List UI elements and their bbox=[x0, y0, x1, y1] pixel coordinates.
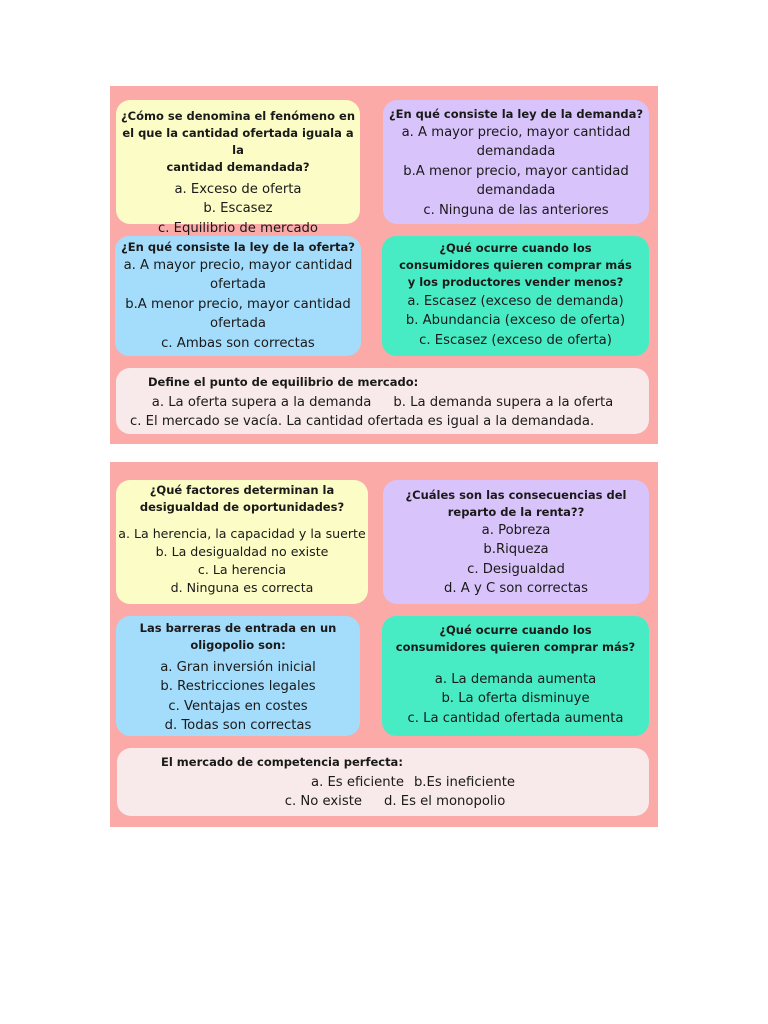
answer-option: c. Equilibrio de mercado bbox=[158, 220, 318, 236]
answer-option: a. La herencia, la capacidad y la suerte bbox=[118, 526, 366, 541]
question-text: ¿Cómo se denomina el fenómeno en el que la cantidad ofertada iguala a la cantidad demandada? bbox=[120, 109, 356, 174]
answer-option: c. Ambas son correctas bbox=[161, 335, 315, 351]
answer-option: b. Abundancia (exceso de oferta) bbox=[405, 313, 626, 329]
question-card-law-of-demand bbox=[383, 100, 649, 224]
question-text: Define el punto de equilibrio de mercado: bbox=[148, 375, 419, 389]
answer-option: d. Es el monopolio bbox=[383, 794, 506, 810]
answer-option: c. Ninguna de las anteriores bbox=[423, 202, 609, 218]
answer-option: b. La oferta disminuye bbox=[441, 691, 590, 707]
answer-option: ofertada bbox=[210, 277, 266, 293]
question-card-inequality-factors bbox=[116, 480, 368, 604]
question-text: ¿Qué ocurre cuando los consumidores quieren comprar más? bbox=[395, 623, 636, 654]
answer-row bbox=[117, 773, 649, 792]
answer-option: c. El mercado se vacía. La cantidad ofertada es igual a la demandada. bbox=[130, 414, 595, 430]
answer-option: a. Gran inversión inicial bbox=[160, 660, 316, 675]
answer-option: a. Pobreza bbox=[481, 523, 551, 538]
answer-option: c. Ventajas en costes bbox=[168, 698, 308, 714]
answer-option: d. Ninguna es correcta bbox=[170, 580, 314, 595]
question-text: El mercado de competencia perfecta: bbox=[161, 755, 403, 769]
question-card-equilibrium-point bbox=[116, 368, 649, 434]
answer-option: b.A menor precio, mayor cantidad bbox=[403, 163, 629, 179]
answer-option: demandada bbox=[476, 144, 556, 160]
answer-option: c. La cantidad ofertada aumenta bbox=[407, 710, 624, 726]
question-card-market-equilibrium bbox=[116, 100, 360, 236]
answer-option: c. Desigualdad bbox=[467, 561, 565, 577]
answer-row bbox=[116, 393, 649, 412]
question-card-perfect-competition bbox=[117, 748, 649, 816]
question-text: Las barreras de entrada en un oligopolio son: bbox=[139, 621, 337, 652]
answer-option: b. La demanda supera a la oferta bbox=[393, 395, 614, 410]
question-card-income-distribution bbox=[383, 480, 649, 604]
answer-option: a. La demanda aumenta bbox=[434, 672, 597, 687]
question-card-excess-demand bbox=[382, 236, 649, 356]
answer-option: demandada bbox=[476, 183, 556, 199]
answer-option: b. Escasez bbox=[203, 201, 273, 217]
answer-option: c. Escasez (exceso de oferta) bbox=[419, 332, 612, 348]
answer-option: a. A mayor precio, mayor cantidad bbox=[123, 258, 353, 273]
answer-option: d. A y C son correctas bbox=[444, 581, 588, 597]
answer-row bbox=[117, 792, 649, 811]
quiz-sheet-1 bbox=[110, 86, 658, 444]
quiz-sheet-2 bbox=[110, 462, 658, 827]
answer-option: a. La oferta supera a la demanda bbox=[151, 395, 372, 410]
answer-option: b.A menor precio, mayor cantidad bbox=[125, 296, 351, 312]
question-card-oligopoly-barriers bbox=[116, 616, 360, 736]
question-text: ¿En qué consiste la ley de la demanda? bbox=[388, 107, 644, 121]
answer-option: b.Es ineficiente bbox=[413, 775, 516, 790]
answer-option: a. Exceso de oferta bbox=[174, 182, 302, 197]
question-text: ¿En qué consiste la ley de la oferta? bbox=[121, 240, 355, 254]
question-card-law-of-supply bbox=[115, 236, 361, 356]
question-text: ¿Qué ocurre cuando los consumidores quieren comprar más y los productores vender menos? bbox=[399, 241, 632, 289]
answer-option: a. Escasez (exceso de demanda) bbox=[407, 294, 624, 309]
answer-option: b.Riqueza bbox=[483, 542, 549, 558]
answer-option: b. La desigualdad no existe bbox=[155, 544, 329, 559]
question-card-demand-increase bbox=[382, 616, 649, 736]
answer-option: b. Restricciones legales bbox=[160, 679, 316, 695]
answer-option: ofertada bbox=[210, 316, 266, 332]
answer-option: a. Es eficiente bbox=[310, 775, 404, 790]
question-text: ¿Qué factores determinan la desigualdad de oportunidades? bbox=[139, 483, 345, 514]
answer-option: c. No existe bbox=[284, 794, 362, 810]
answer-option: c. La herencia bbox=[197, 562, 287, 577]
question-text: ¿Cuáles son las consecuencias del reparto de la renta?? bbox=[405, 488, 627, 519]
answer-option: d. Todas son correctas bbox=[164, 718, 312, 734]
answer-option: a. A mayor precio, mayor cantidad bbox=[401, 125, 631, 140]
